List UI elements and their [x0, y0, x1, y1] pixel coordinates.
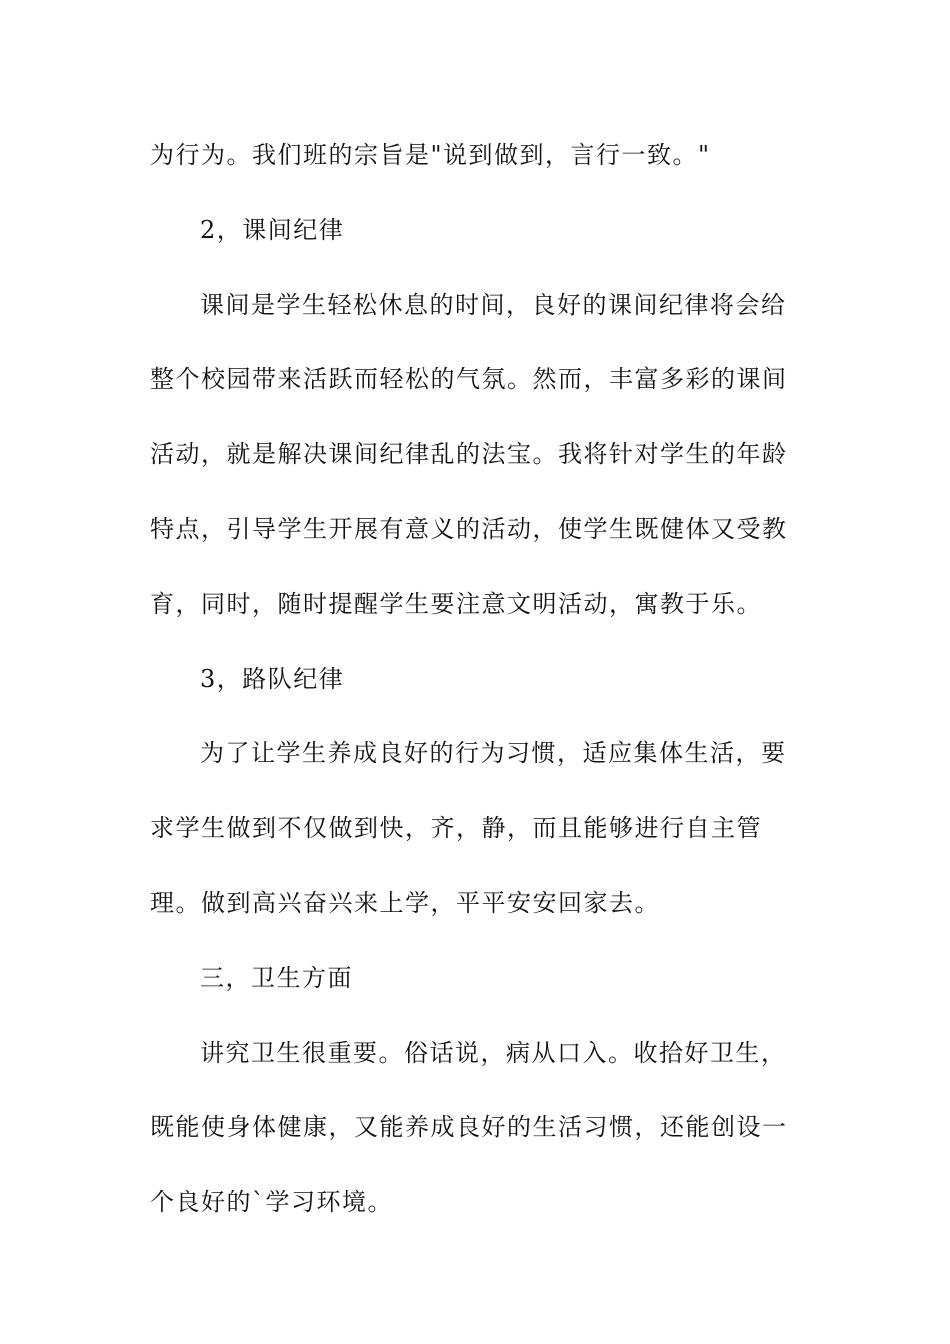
- paragraph-line: 特点，引导学生开展有意义的活动，使学生既健体又受教: [150, 514, 788, 543]
- paragraph-line: 为了让学生养成良好的行为习惯，适应集体生活，要: [200, 739, 787, 768]
- paragraph-line: 整个校园带来活跃而轻松的气氛。然而，丰富多彩的课间: [150, 365, 788, 394]
- paragraph-line: 讲究卫生很重要。俗话说，病从口入。收拾好卫生，: [200, 1038, 787, 1067]
- section-heading: 三，卫生方面: [200, 963, 353, 992]
- paragraph-line: 为行为。我们班的宗旨是"说到做到，言行一致。": [150, 141, 711, 169]
- paragraph-line: 课间是学生轻松休息的时间，良好的课间纪律将会给: [200, 290, 787, 319]
- section-heading: 2，课间纪律: [200, 215, 345, 244]
- paragraph-line: 求学生做到不仅做到快，齐，静，而且能够进行自主管: [150, 814, 762, 843]
- section-heading: 3，路队纪律: [200, 664, 345, 693]
- paragraph-line: 理。做到高兴奋兴来上学，平平安安回家去。: [150, 888, 660, 917]
- document-body: [150, 118, 800, 1240]
- paragraph-line: 活动，就是解决课间纪律乱的法宝。我将针对学生的年龄: [150, 440, 788, 469]
- paragraph-line: 既能使身体健康，又能养成良好的生活习惯，还能创设一: [150, 1113, 788, 1142]
- paragraph-line: 育，同时，随时提醒学生要注意文明活动，寓教于乐。: [150, 589, 762, 618]
- paragraph-line: 个良好的`学习环境。: [150, 1188, 393, 1217]
